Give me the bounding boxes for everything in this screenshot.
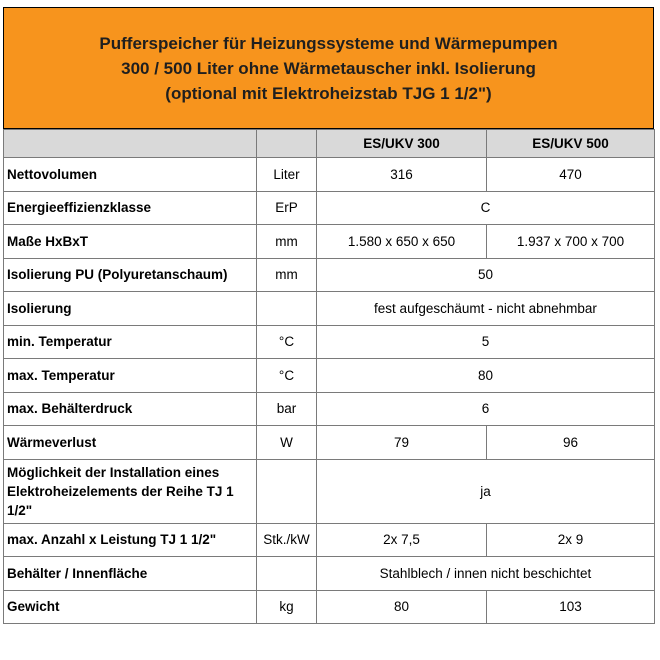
title-line-1: Pufferspeicher für Heizungssysteme und Wärmepumpen xyxy=(99,33,558,53)
row-unit: bar xyxy=(257,392,317,426)
table-row xyxy=(4,459,655,523)
row-value-merged: Stahlblech / innen nicht beschichtet xyxy=(317,557,655,591)
row-label: max. Anzahl x Leistung TJ 1 1/2" xyxy=(4,523,257,557)
row-unit: W xyxy=(257,426,317,460)
row-value-merged: 6 xyxy=(317,392,655,426)
table-row xyxy=(4,523,655,557)
row-label: Behälter / Innenfläche xyxy=(4,557,257,591)
row-value-merged: C xyxy=(317,191,655,225)
title-banner xyxy=(3,7,654,129)
row-value-300: 316 xyxy=(317,158,487,192)
row-label: min. Temperatur xyxy=(4,325,257,359)
table-row xyxy=(4,426,655,460)
row-value-300: 79 xyxy=(317,426,487,460)
row-unit: °C xyxy=(257,325,317,359)
row-label: Isolierung PU (Polyuretanschaum) xyxy=(4,258,257,292)
row-label: max. Behälterdruck xyxy=(4,392,257,426)
spec-table xyxy=(3,129,655,624)
row-value-merged: 80 xyxy=(317,359,655,393)
table-row xyxy=(4,590,655,624)
row-value-300: 1.580 x 650 x 650 xyxy=(317,225,487,259)
table-row xyxy=(4,392,655,426)
row-value-500: 1.937 x 700 x 700 xyxy=(487,225,655,259)
row-value-merged: 5 xyxy=(317,325,655,359)
row-unit: mm xyxy=(257,225,317,259)
row-unit xyxy=(257,557,317,591)
row-label: Nettovolumen xyxy=(4,158,257,192)
table-row xyxy=(4,557,655,591)
row-value-500: 103 xyxy=(487,590,655,624)
row-label: Energieeffizienzklasse xyxy=(4,191,257,225)
row-unit: ErP xyxy=(257,191,317,225)
table-row xyxy=(4,359,655,393)
row-value-merged: fest aufgeschäumt - nicht abnehmbar xyxy=(317,292,655,326)
header-cell-label xyxy=(4,130,257,158)
row-unit xyxy=(257,459,317,523)
row-unit: Liter xyxy=(257,158,317,192)
header-cell-es-ukv-500: ES/UKV 500 xyxy=(487,130,655,158)
table-row xyxy=(4,225,655,259)
table-header-row xyxy=(4,130,655,158)
row-value-300: 80 xyxy=(317,590,487,624)
row-unit: °C xyxy=(257,359,317,393)
header-cell-es-ukv-300: ES/UKV 300 xyxy=(317,130,487,158)
header-cell-unit xyxy=(257,130,317,158)
datasheet xyxy=(3,7,654,624)
table-row xyxy=(4,191,655,225)
row-value-merged: 50 xyxy=(317,258,655,292)
row-value-500: 96 xyxy=(487,426,655,460)
row-unit xyxy=(257,292,317,326)
row-unit: Stk./kW xyxy=(257,523,317,557)
title-line-2: 300 / 500 Liter ohne Wärmetauscher inkl. Isolierung xyxy=(121,58,536,78)
table-row xyxy=(4,158,655,192)
table-row xyxy=(4,258,655,292)
row-label: Wärmeverlust xyxy=(4,426,257,460)
row-unit: mm xyxy=(257,258,317,292)
row-value-merged: ja xyxy=(317,459,655,523)
row-label: Möglichkeit der Installation eines Elektroheizelements der Reihe TJ 1 1/2" xyxy=(4,459,257,523)
row-label: max. Temperatur xyxy=(4,359,257,393)
title-line-3: (optional mit Elektroheizstab TJG 1 1/2") xyxy=(165,83,492,103)
table-row xyxy=(4,325,655,359)
row-value-300: 2x 7,5 xyxy=(317,523,487,557)
row-unit: kg xyxy=(257,590,317,624)
row-label: Maße HxBxT xyxy=(4,225,257,259)
table-row xyxy=(4,292,655,326)
row-value-500: 470 xyxy=(487,158,655,192)
row-label: Gewicht xyxy=(4,590,257,624)
row-value-500: 2x 9 xyxy=(487,523,655,557)
row-label: Isolierung xyxy=(4,292,257,326)
